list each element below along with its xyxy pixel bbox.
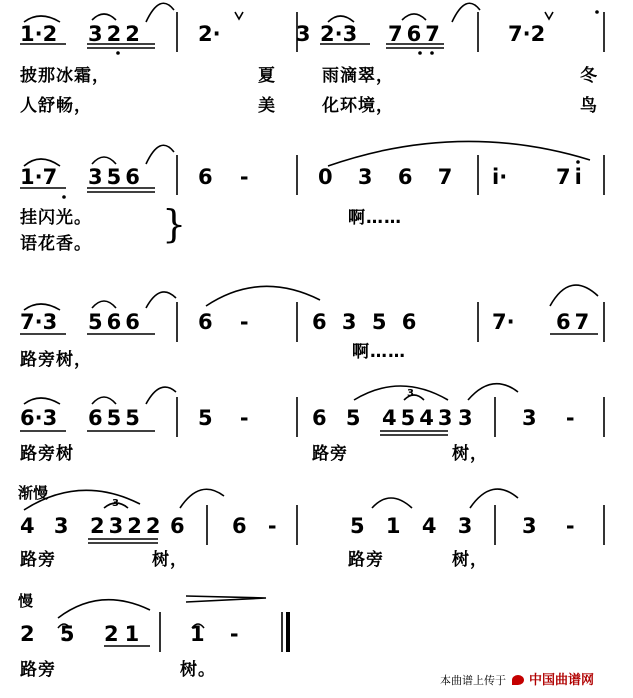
note-group: 6·3 xyxy=(20,406,58,430)
lyric-verse-1: 夏 xyxy=(258,66,276,86)
verse-brace: } xyxy=(162,202,187,246)
note-group: 7·2 xyxy=(508,22,546,46)
note-group: 3 - xyxy=(522,514,575,538)
note-group: 2 5 xyxy=(20,622,75,646)
lyric-verse-1: 冬 xyxy=(580,66,598,86)
lyric-verse-1: 挂闪光。 xyxy=(20,208,92,228)
note-group: 0 3 6 7 xyxy=(318,165,453,189)
lyric-verse-1: 路旁 xyxy=(312,444,348,464)
note-group: 5 1 4 3 xyxy=(350,514,473,538)
note-group: 322 xyxy=(88,22,144,46)
note-group: 5 - xyxy=(198,406,249,430)
note-group: 6 - xyxy=(232,514,277,538)
note-group: 6 - xyxy=(198,165,249,189)
triplet-mark: 3 xyxy=(112,498,119,509)
note-group: 6 5 xyxy=(312,406,361,430)
note-group: 1·7 xyxy=(20,165,58,189)
lyric-verse-1: 啊…… xyxy=(352,342,406,362)
note-group: 7· xyxy=(492,310,515,334)
tempo-mark: 渐慢 xyxy=(18,484,49,502)
note-group: 767 xyxy=(388,22,444,46)
footer-prefix: 本曲谱上传于 xyxy=(440,674,506,687)
note-group: 3 - xyxy=(522,406,575,430)
lyric-verse-2: 语花香。 xyxy=(20,234,92,254)
note-group: 655 xyxy=(88,406,144,430)
note-group: 6 - xyxy=(198,310,249,334)
note-group: 1·2 xyxy=(20,22,58,46)
lyric-verse-1: 路旁树， xyxy=(20,350,92,370)
note-group: 3 xyxy=(458,406,473,430)
note-group: 566 xyxy=(88,310,144,334)
note-group: 6 xyxy=(170,514,185,538)
note-group: 4543 xyxy=(382,406,457,430)
lyric-verse-1: 树， xyxy=(452,444,488,464)
note-group: i· xyxy=(492,165,508,189)
lyric-verse-2: 化环境， xyxy=(322,96,394,116)
note-group: 2·3 xyxy=(320,22,358,46)
note-group: 7i xyxy=(556,165,586,189)
lyric-verse-1: 路旁 xyxy=(20,550,56,570)
lyric-verse-1: 树。 xyxy=(180,660,216,680)
note-group: 6 3 5 6 xyxy=(312,310,417,334)
note-group: 2322 xyxy=(90,514,165,538)
lyric-verse-2: 人舒畅， xyxy=(20,96,92,116)
lyric-verse-1: 路旁 xyxy=(348,550,384,570)
note-group: 67 xyxy=(556,310,594,334)
tempo-mark: 慢 xyxy=(18,592,34,610)
note-group: 356 xyxy=(88,165,144,189)
note-group: 2· 3 xyxy=(198,22,311,46)
lyric-verse-1: 雨滴翠， xyxy=(322,66,394,86)
lyric-verse-2: 美 xyxy=(258,96,276,116)
note-group: 4 3 xyxy=(20,514,69,538)
lyric-verse-2: 鸟 xyxy=(580,96,598,116)
lyric-verse-1: 树， xyxy=(452,550,488,570)
lyric-verse-1: 披那冰霜， xyxy=(20,66,110,86)
note-group: 1 - xyxy=(190,622,239,646)
lyric-verse-1: 啊…… xyxy=(348,208,402,228)
source-footer xyxy=(440,673,594,689)
site-logo-icon xyxy=(512,675,524,685)
lyric-verse-1: 树， xyxy=(152,550,188,570)
triplet-mark: 3 xyxy=(407,388,414,399)
lyric-verse-1: 路旁 xyxy=(20,660,56,680)
lyric-verse-1: 路旁树 xyxy=(20,444,74,464)
note-group: 7·3 xyxy=(20,310,58,334)
note-group: 21 xyxy=(104,622,146,646)
footer-site-link[interactable]: 中国曲谱网 xyxy=(529,673,595,688)
